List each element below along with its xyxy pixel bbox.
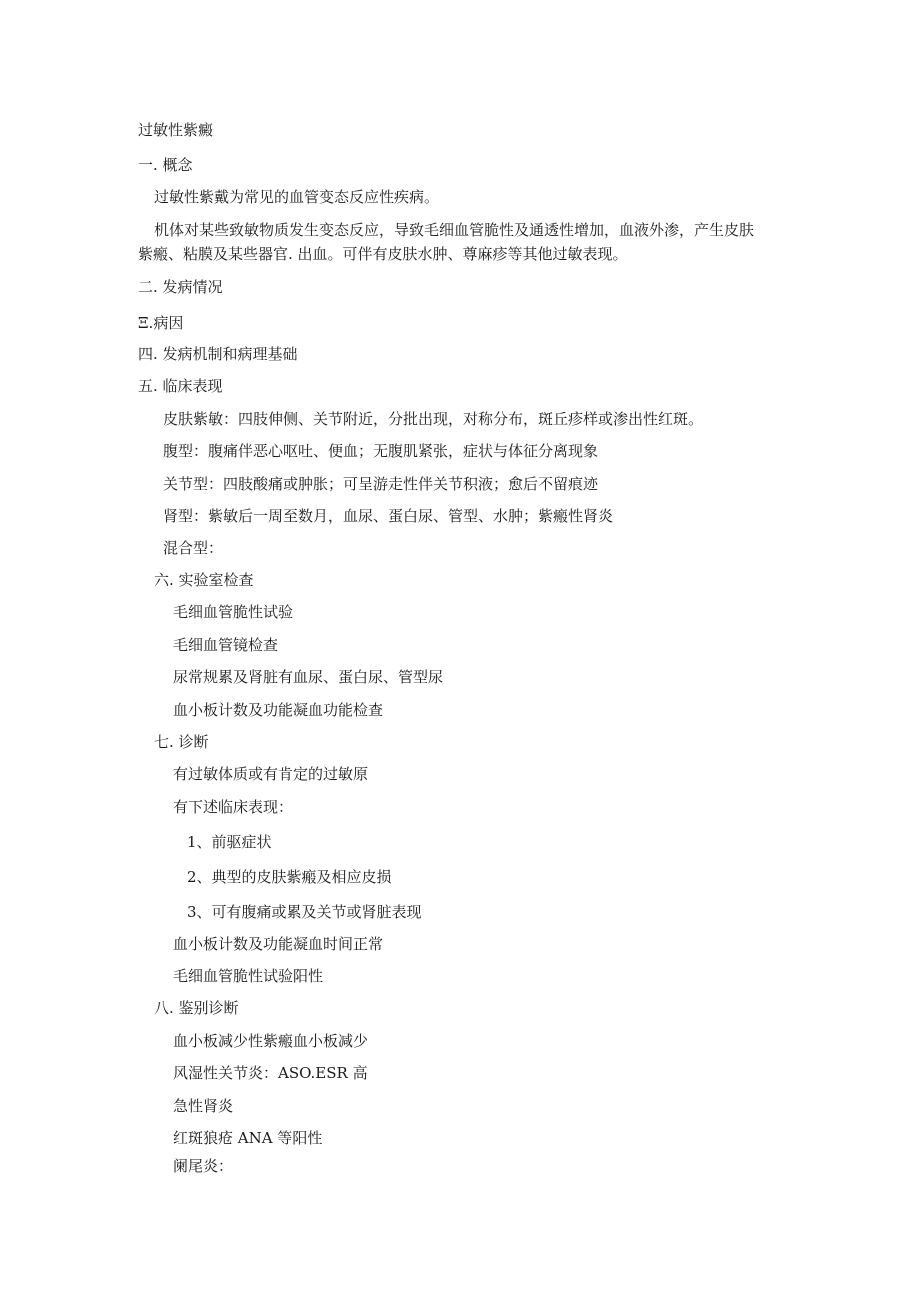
document-title: 过敏性紫癜 <box>138 121 214 139</box>
section-heading-pathogenesis: 四. 发病机制和病理基础 <box>138 345 298 363</box>
clinical-item: 关节型：四肢酸痛或肿胀；可呈游走性伴关节积液；愈后不留痕迹 <box>163 475 599 493</box>
diagnosis-item: 血小板计数及功能凝血时间正常 <box>173 935 384 953</box>
differential-item: 阑尾炎： <box>173 1157 234 1175</box>
section-heading-clinical: 五. 临床表现 <box>138 377 223 395</box>
clinical-item: 皮肤紫敏：四肢伸侧、关节附近，分批出现，对称分布，斑丘疹样或渗出性红斑。 <box>163 410 704 428</box>
section-heading-etiology: Ξ.病因 <box>138 314 184 332</box>
diagnosis-subitem: 3、可有腹痛或累及关节或肾脏表现 <box>187 903 422 921</box>
concept-paragraph-1: 过敏性紫戴为常见的血管变态反应性疾病。 <box>154 188 440 206</box>
clinical-item: 混合型： <box>163 539 224 557</box>
section-heading-diagnosis: 七. 诊断 <box>154 733 209 751</box>
differential-item: 风湿性关节炎：ASO.ESR 高 <box>173 1064 368 1082</box>
lab-test-item: 毛细血管脆性试验 <box>173 603 294 621</box>
diagnosis-subitem: 1、前驱症状 <box>187 833 272 851</box>
section-heading-lab-tests: 六. 实验室检查 <box>154 571 254 589</box>
section-heading-incidence: 二. 发病情况 <box>138 278 223 296</box>
section-heading-differential: 八. 鉴别诊断 <box>154 999 239 1017</box>
clinical-item: 肾型：紫敏后一周至数月，血尿、蛋白尿、管型、水肿；紫瘢性肾炎 <box>163 507 614 525</box>
lab-test-item: 尿常规累及肾脏有血尿、蛋白尿、管型尿 <box>173 668 444 686</box>
section-heading-concept: 一. 概念 <box>138 156 193 174</box>
concept-paragraph-2-line-2: 紫瘢、粘膜及某些器官. 出血。可伴有皮肤水肿、尊麻疹等其他过敏表现。 <box>138 245 628 263</box>
differential-item: 急性肾炎 <box>173 1097 234 1115</box>
clinical-item: 腹型：腹痛伴恶心呕吐、便血；无腹肌紧张，症状与体征分离现象 <box>163 442 599 460</box>
diagnosis-item: 有下述临床表现： <box>173 798 294 816</box>
diagnosis-item: 毛细血管脆性试验阳性 <box>173 967 324 985</box>
differential-item: 血小板减少性紫瘢血小板减少 <box>173 1032 369 1050</box>
diagnosis-item: 有过敏体质或有肯定的过敏原 <box>173 765 369 783</box>
concept-paragraph-2-line-1: 机体对某些致敏物质发生变态反应，导致毛细血管脆性及通透性增加，血液外渗，产生皮肤 <box>154 221 755 239</box>
diagnosis-subitem: 2、典型的皮肤紫瘢及相应皮损 <box>187 868 392 886</box>
lab-test-item: 毛细血管镜检查 <box>173 636 279 654</box>
differential-item: 红斑狼疮 ANA 等阳性 <box>173 1129 323 1147</box>
lab-test-item: 血小板计数及功能凝血功能检查 <box>173 701 384 719</box>
